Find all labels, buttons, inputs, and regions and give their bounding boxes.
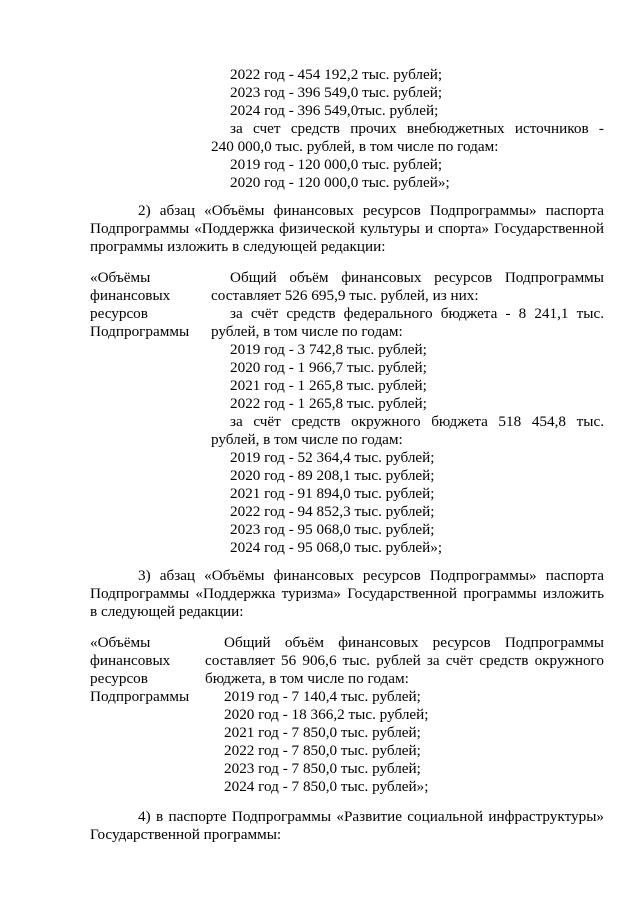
table-label: ресурсов bbox=[90, 670, 148, 687]
paragraph-line: Подпрограммы «Поддержка туризма» Государственной программы изложить bbox=[90, 585, 604, 602]
table-text: 2024 год - 95 068,0 тыс. рублей»; bbox=[230, 539, 443, 556]
table-text: 2023 год - 95 068,0 тыс. рублей; bbox=[230, 521, 435, 538]
text-line: 2024 год - 396 549,0тыс. рублей; bbox=[230, 102, 439, 119]
table-text: 2019 год - 7 140,4 тыс. рублей; bbox=[224, 688, 421, 705]
paragraph-line: 4) в паспорте Подпрограммы «Развитие социальной инфраструктуры» bbox=[138, 808, 604, 825]
table-label: Подпрограммы bbox=[90, 323, 190, 340]
table-text: 2024 год - 7 850,0 тыс. рублей»; bbox=[224, 778, 429, 795]
table-text: Общий объём финансовых ресурсов Подпрограммы bbox=[224, 634, 604, 651]
table-text: составляет 56 906,6 тыс. рублей за счёт средств окружного bbox=[205, 652, 604, 669]
text-line: 2019 год - 120 000,0 тыс. рублей; bbox=[230, 156, 443, 173]
table-text: 2020 год - 89 208,1 тыс. рублей; bbox=[230, 467, 435, 484]
table-text: 2019 год - 52 364,4 тыс. рублей; bbox=[230, 449, 435, 466]
table-text: составляет 526 695,9 тыс. рублей, из них: bbox=[211, 287, 479, 304]
table-label: финансовых bbox=[90, 652, 171, 669]
table-label: «Объёмы bbox=[90, 269, 151, 286]
paragraph-line: Государственной программы: bbox=[90, 826, 282, 843]
table-text: 2019 год - 3 742,8 тыс. рублей; bbox=[230, 341, 427, 358]
paragraph-line: 2) абзац «Объёмы финансовых ресурсов Подпрограммы» паспорта bbox=[138, 202, 604, 219]
text-line: 2022 год - 454 192,2 тыс. рублей; bbox=[230, 66, 443, 83]
paragraph-line: в следующей редакции: bbox=[90, 603, 244, 620]
table-text: 2020 год - 18 366,2 тыс. рублей; bbox=[224, 706, 429, 723]
table-text: за счёт средств окружного бюджета 518 454,8 тыс. bbox=[230, 413, 604, 430]
table-text: 2022 год - 7 850,0 тыс. рублей; bbox=[224, 742, 421, 759]
table-text: 2022 год - 94 852,3 тыс. рублей; bbox=[230, 503, 435, 520]
paragraph-line: программы изложить в следующей редакции: bbox=[90, 238, 386, 255]
table-text: за счёт средств федерального бюджета - 8 241,1 тыс. bbox=[230, 305, 604, 322]
paragraph-line: 3) абзац «Объёмы финансовых ресурсов Подпрограммы» паспорта bbox=[138, 567, 604, 584]
table-text: 2023 год - 7 850,0 тыс. рублей; bbox=[224, 760, 421, 777]
table-text: рублей, в том числе по годам: bbox=[211, 431, 403, 448]
text-line: за счет средств прочих внебюджетных источников - bbox=[230, 120, 604, 137]
table-text: 2021 год - 1 265,8 тыс. рублей; bbox=[230, 377, 427, 394]
text-line: 2023 год - 396 549,0 тыс. рублей; bbox=[230, 84, 443, 101]
table-text: 2021 год - 91 894,0 тыс. рублей; bbox=[230, 485, 435, 502]
table-label: финансовых bbox=[90, 287, 171, 304]
table-label: «Объёмы bbox=[90, 634, 151, 651]
paragraph-line: Подпрограммы «Поддержка физической культуры и спорта» Государственной bbox=[90, 220, 604, 237]
table-text: 2021 год - 7 850,0 тыс. рублей; bbox=[224, 724, 421, 741]
table-label: Подпрограммы bbox=[90, 688, 190, 705]
table-label: ресурсов bbox=[90, 305, 148, 322]
table-text: бюджета, в том числе по годам: bbox=[205, 670, 409, 687]
table-text: рублей, в том числе по годам: bbox=[211, 323, 403, 340]
table-text: 2022 год - 1 265,8 тыс. рублей; bbox=[230, 395, 427, 412]
table-text: 2020 год - 1 966,7 тыс. рублей; bbox=[230, 359, 427, 376]
text-line: 2020 год - 120 000,0 тыс. рублей»; bbox=[230, 174, 450, 191]
text-line: 240 000,0 тыс. рублей, в том числе по годам: bbox=[211, 138, 499, 155]
table-text: Общий объём финансовых ресурсов Подпрограммы bbox=[230, 269, 604, 286]
